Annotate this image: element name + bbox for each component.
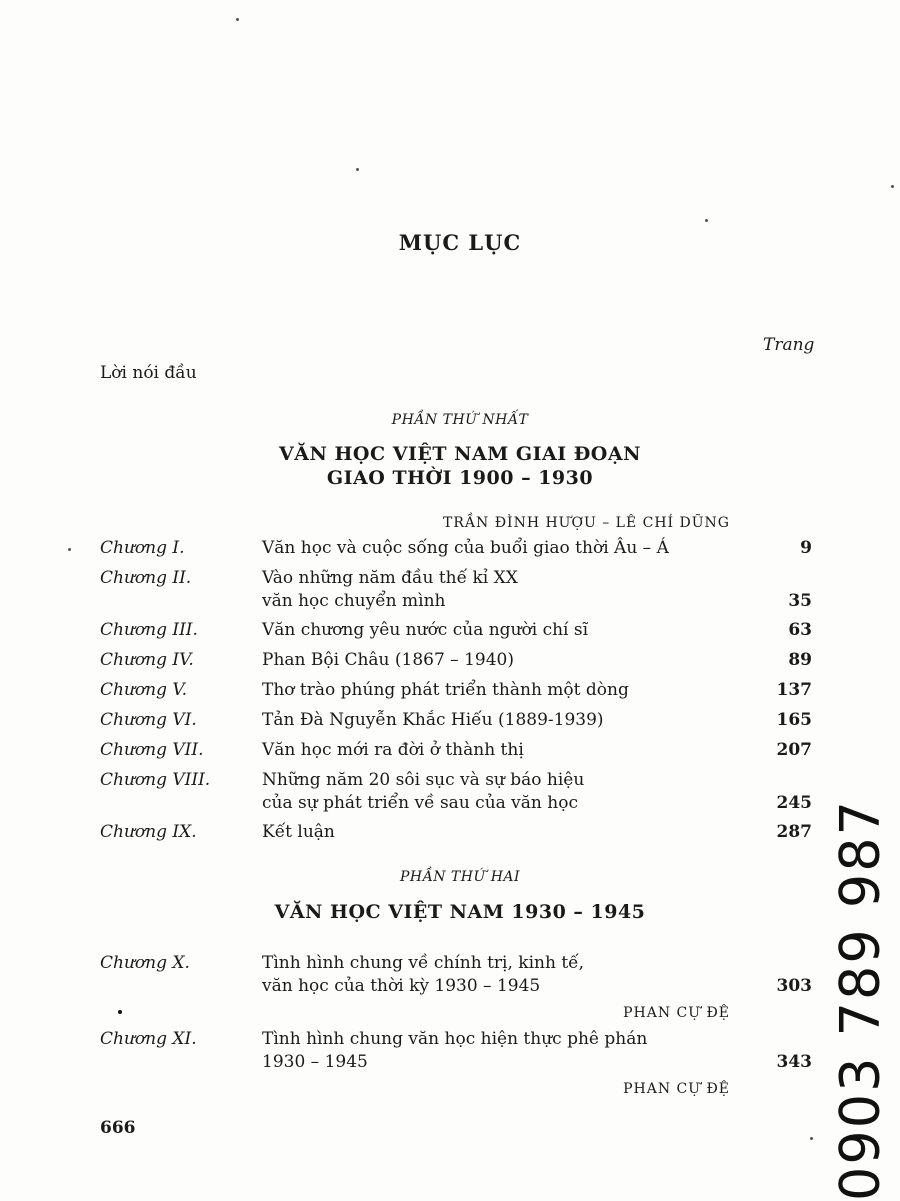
part-one-label: PHẦN THỨ NHẤT <box>391 412 529 428</box>
chapter-title-continued: 1930 – 1945 <box>262 1052 368 1072</box>
chapter-page: 137 <box>776 680 812 700</box>
chapter-number: Chương IX. <box>100 822 197 842</box>
page-column-header: Trang <box>763 335 815 355</box>
scan-speck <box>891 185 894 188</box>
chapter-title: Văn học mới ra đời ở thành thị <box>262 740 524 760</box>
chapter-title: Kết luận <box>262 822 335 842</box>
part-two-label: PHẦN THỨ HAI <box>399 869 521 885</box>
chapter-page: 287 <box>776 822 812 842</box>
chapter-number: Chương VI. <box>100 710 197 730</box>
part-two-heading: VĂN HỌC VIỆT NAM 1930 – 1945 <box>274 901 646 923</box>
preface-entry: Lời nói đầu <box>100 363 197 383</box>
chapter-page: 9 <box>800 538 812 558</box>
page-number: 666 <box>100 1118 136 1138</box>
chapter-author: PHAN CỰ ĐỆ <box>623 1005 730 1021</box>
chapter-title: Vào những năm đầu thế kỉ XX <box>262 568 518 588</box>
scan-speck <box>356 168 359 171</box>
chapter-page: 35 <box>788 591 812 611</box>
chapter-number: Chương IV. <box>100 650 194 670</box>
chapter-number: Chương II. <box>100 568 192 588</box>
chapter-title: Văn chương yêu nước của người chí sĩ <box>262 620 589 640</box>
chapter-page: 303 <box>776 976 812 996</box>
phone-watermark: 0903 789 987 <box>828 799 892 1201</box>
chapter-number: Chương VII. <box>100 740 204 760</box>
chapter-page: 63 <box>788 620 812 640</box>
chapter-page: 89 <box>788 650 812 670</box>
chapter-page: 245 <box>776 793 812 813</box>
chapter-page: 343 <box>776 1052 812 1072</box>
chapter-author: PHAN CỰ ĐỆ <box>623 1081 730 1097</box>
chapter-title: Phan Bội Châu (1867 – 1940) <box>262 650 514 670</box>
chapter-number: Chương X. <box>100 953 190 973</box>
chapter-title: Thơ trào phúng phát triển thành một dòng <box>262 680 629 700</box>
scan-speck <box>705 219 708 222</box>
chapter-title-continued: văn học chuyển mình <box>262 591 446 611</box>
chapter-page: 165 <box>776 710 812 730</box>
part-one-author: TRẦN ĐÌNH HƯỢU – LÊ CHÍ DŨNG <box>443 515 730 531</box>
chapter-title: Tình hình chung về chính trị, kinh tế, <box>262 953 585 973</box>
chapter-title: Tình hình chung văn học hiện thực phê phán <box>262 1029 648 1049</box>
scan-speck <box>236 18 239 21</box>
chapter-number: Chương V. <box>100 680 188 700</box>
chapter-title-continued: văn học của thời kỳ 1930 – 1945 <box>262 976 541 996</box>
chapter-number: Chương I. <box>100 538 185 558</box>
chapter-number: Chương XI. <box>100 1029 197 1049</box>
chapter-title: Văn học và cuộc sống của buổi giao thời Âu – Á <box>262 538 669 558</box>
scan-speck <box>810 1137 813 1140</box>
scan-speck <box>118 1010 122 1014</box>
chapter-number: Chương III. <box>100 620 198 640</box>
page-title: MỤC LỤC <box>398 230 522 255</box>
chapter-title-continued: của sự phát triển về sau của văn học <box>262 793 578 813</box>
part-one-heading-line2: GIAO THỜI 1900 – 1930 <box>326 467 594 489</box>
chapter-title: Tản Đà Nguyễn Khắc Hiếu (1889-1939) <box>262 710 604 730</box>
chapter-title: Những năm 20 sôi sục và sự báo hiệu <box>262 770 585 790</box>
part-one-heading-line1: VĂN HỌC VIỆT NAM GIAI ĐOẠN <box>279 443 641 465</box>
chapter-number: Chương VIII. <box>100 770 211 790</box>
scan-speck <box>68 548 71 551</box>
chapter-page: 207 <box>776 740 812 760</box>
